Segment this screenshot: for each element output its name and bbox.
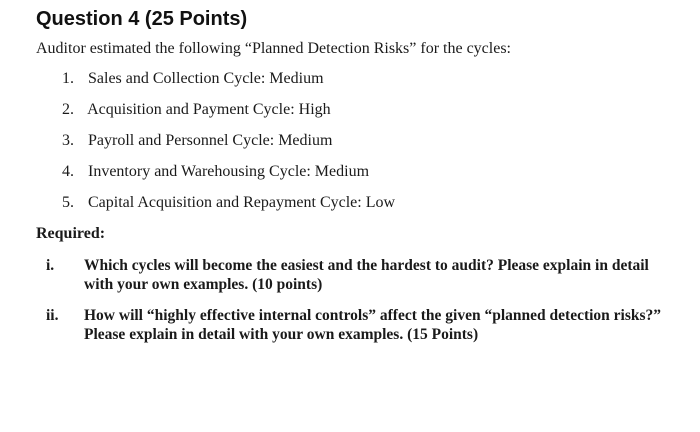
cycle-item	[62, 161, 369, 183]
question-intro: Auditor estimated the following “Planned Detection Risks” for the cycles:	[36, 40, 511, 57]
cycle-text: Sales and Collection Cycle: Medium	[88, 70, 324, 87]
cycle-item	[62, 99, 331, 121]
cycle-item	[62, 130, 332, 152]
required-item-text	[84, 256, 684, 294]
required-item-number: ii.	[46, 307, 59, 324]
cycle-number: 1.	[62, 70, 74, 87]
cycle-item	[62, 192, 395, 214]
cycle-number: 4.	[62, 163, 74, 180]
cycle-item	[62, 68, 324, 90]
cycle-text: Capital Acquisition and Repayment Cycle: Low	[88, 194, 396, 211]
required-item-number: i.	[46, 257, 55, 274]
cycle-number: 5.	[62, 194, 74, 211]
required-item-line: Which cycles will become the easiest and the hardest to audit? Please explain in detail	[84, 257, 649, 274]
required-item-line: with your own examples. (10 points)	[84, 276, 323, 293]
required-item-line: How will “highly effective internal controls” affect the given “planned detection risks?”	[84, 307, 662, 324]
required-item-text	[84, 306, 684, 344]
cycle-number: 2.	[62, 101, 74, 118]
cycle-number: 3.	[62, 132, 74, 149]
required-item-line: Please explain in detail with your own examples. (15 Points)	[84, 326, 479, 343]
cycle-text: Payroll and Personnel Cycle: Medium	[88, 132, 333, 149]
cycle-text: Inventory and Warehousing Cycle: Medium	[88, 163, 370, 180]
required-heading: Required:	[36, 225, 106, 242]
question-title: Question 4 (25 Points)	[36, 8, 248, 30]
cycle-text: Acquisition and Payment Cycle: High	[87, 101, 331, 118]
